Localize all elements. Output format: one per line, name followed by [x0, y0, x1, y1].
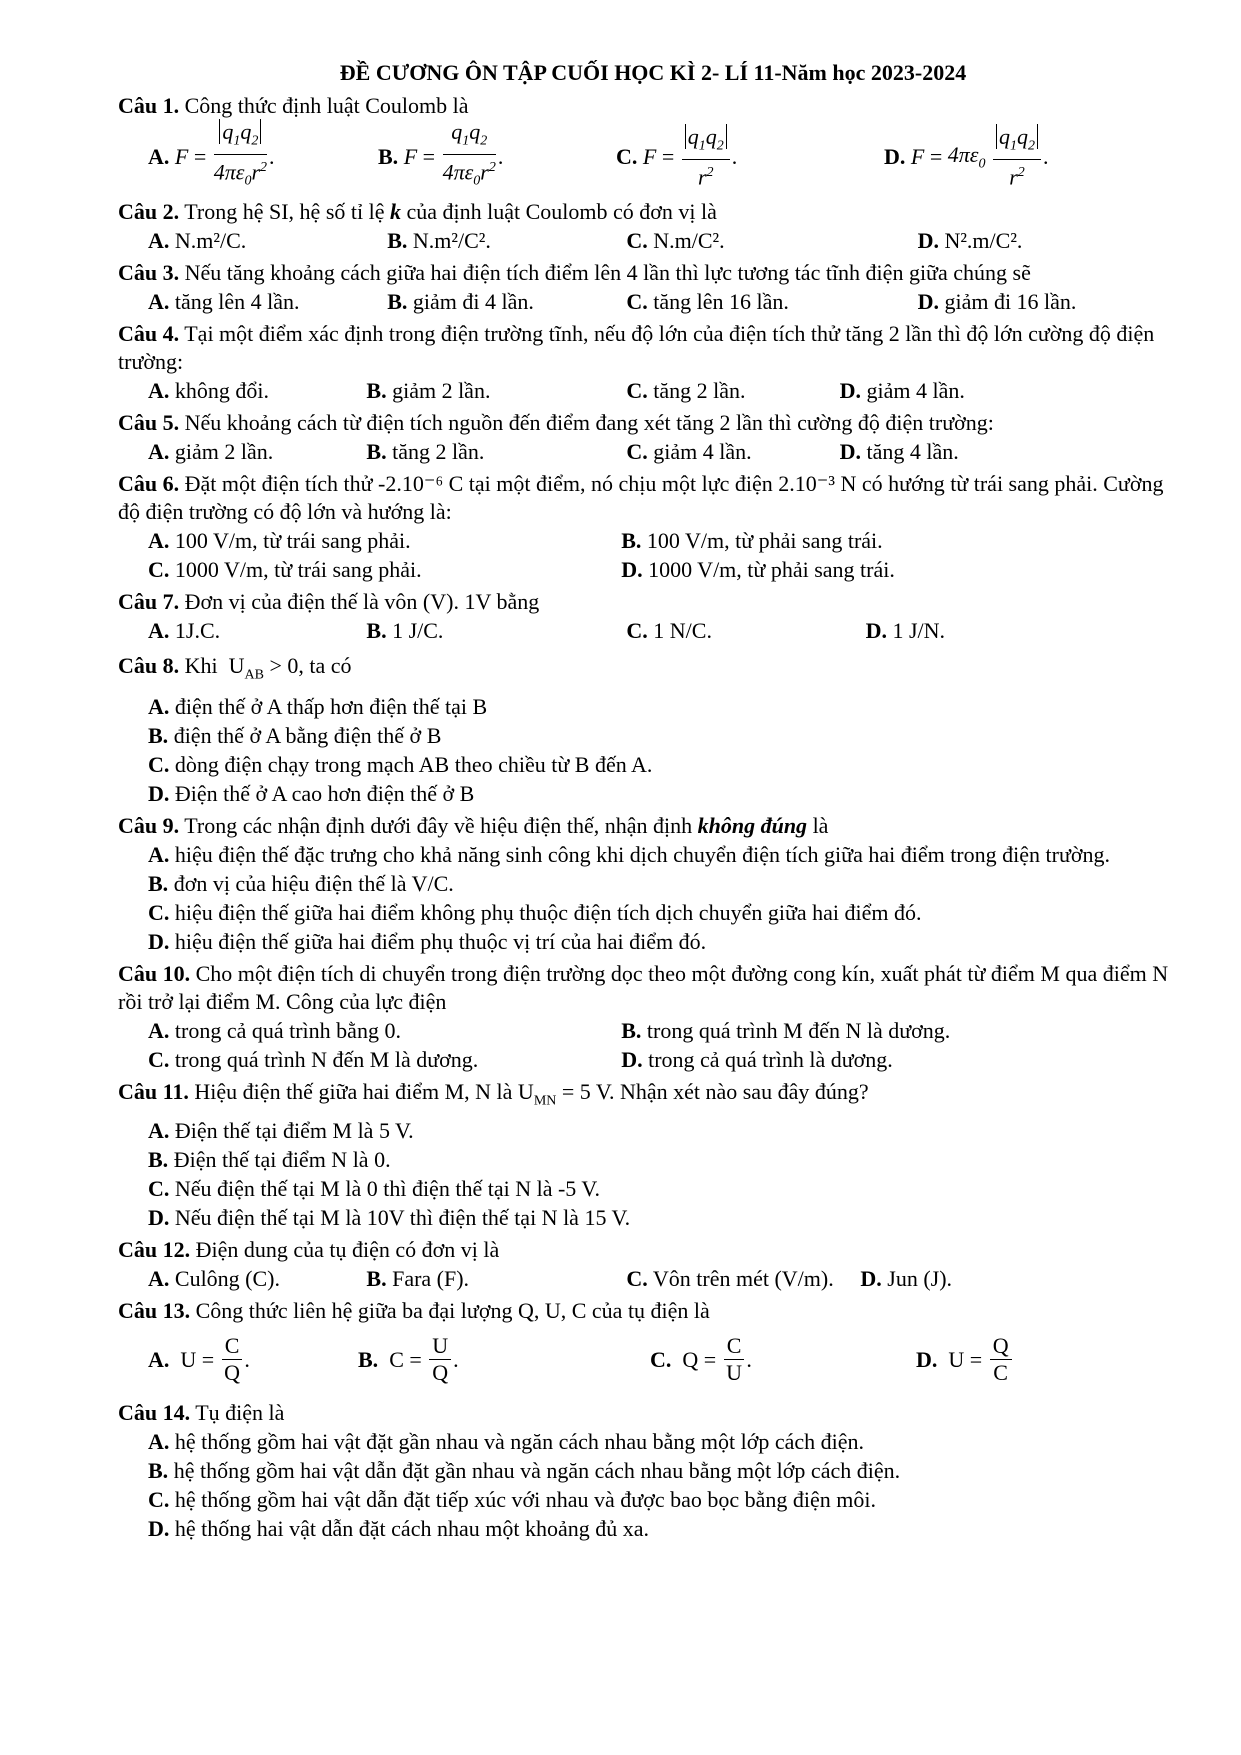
q5-d: tăng 4 lần. — [866, 439, 959, 464]
q1-c: C. — [616, 144, 638, 169]
q5-c_l: C. — [626, 439, 648, 464]
q10-c_l: C. — [148, 1047, 170, 1073]
q14-a: hệ thống gồm hai vật đặt gần nhau và ngăn cách nhau bằng một lớp cách điện. — [174, 1428, 865, 1454]
q7-label: Câu 7. — [118, 589, 180, 614]
question-5 — [118, 409, 1188, 466]
q10-text: Cho một điện tích di chuyển trong điện trường dọc theo một đường cong kín, xuất phát từ điểm M qua điểm N rồi trở lại điểm M. Công của lực điện — [118, 961, 1169, 1015]
q3-b_l: B. — [387, 289, 408, 314]
question-9 — [118, 812, 1188, 956]
q10-c: trong quá trình N đến M là dương. — [174, 1047, 479, 1073]
q13-a_l: A. — [148, 1346, 170, 1372]
question-8 — [118, 649, 1188, 808]
q1-text: Công thức định luật Coulomb là — [184, 93, 469, 118]
q11-d_l: D. — [148, 1204, 170, 1230]
q1-option-b: B. F = $\frac{q_1q_2}{4\pi\varepsilon_0r^2}$ . — [378, 118, 504, 190]
q6-b_l: B. — [621, 528, 642, 553]
q3-text: Nếu tăng khoảng cách giữa hai điện tích điểm lên 4 lần thì lực tương tác tĩnh điện giữa chúng sẽ — [184, 260, 1031, 285]
q10-d_l: D. — [621, 1047, 643, 1073]
q3-c_l: C. — [626, 289, 648, 314]
q13-text: Công thức liên hệ giữa ba đại lượng Q, U, C của tụ điện là — [195, 1297, 710, 1323]
document-title: ĐỀ CƯƠNG ÔN TẬP CUỐI HỌC KÌ 2- LÍ 11-Năm học 2023-2024 — [339, 60, 967, 85]
q11-b_l: B. — [148, 1146, 169, 1172]
q3-a_l: A. — [148, 289, 170, 314]
q6-d: 1000 V/m, từ phải sang trái. — [648, 557, 895, 582]
q5-a: giảm 2 lần. — [174, 439, 274, 464]
q8-c_l: C. — [148, 752, 170, 778]
q1-option-d: D. F = $4\pi\varepsilon_0$ $\frac{q_1q_2}{r^2}$ . — [884, 123, 1049, 190]
q4-c: tăng 2 lần. — [653, 378, 746, 403]
q6-label: Câu 6. — [118, 471, 180, 496]
q6-text: Đặt một điện tích thử -2.10⁻⁶ C tại một điểm, nó chịu một lực điện 2.10⁻³ N có hướng từ trái sang phải. Cường độ điện trường có độ lớn và hướng là: — [118, 471, 1164, 524]
q5-text: Nếu khoảng cách từ điện tích nguồn đến điểm đang xét tăng 2 lần thì cường độ điện trường: — [184, 410, 994, 435]
q1-label: Câu 1. — [118, 93, 180, 118]
q8-b: điện thế ở A bằng điện thế ở B — [173, 723, 442, 749]
q10-b_l: B. — [621, 1018, 642, 1044]
q14-c_l: C. — [148, 1486, 170, 1512]
q2-d: N².m/C². — [944, 228, 1023, 253]
q12-a_l: A. — [148, 1265, 170, 1291]
question-11 — [118, 1078, 1188, 1231]
q4-b_l: B. — [366, 378, 387, 403]
q4-d_l: D. — [839, 378, 861, 403]
q1-a: A. — [148, 144, 170, 169]
q7-text: Đơn vị của điện thế là vôn (V). 1V bằng — [184, 589, 540, 614]
q10-label: Câu 10. — [118, 961, 191, 987]
q6-c_l: C. — [148, 557, 170, 582]
q7-b_l: B. — [366, 618, 387, 643]
q9-d_l: D. — [148, 929, 170, 955]
q8-d_l: D. — [148, 781, 170, 807]
q8-c: dòng điện chạy trong mạch AB theo chiều từ B đến A. — [174, 752, 653, 778]
q5-label: Câu 5. — [118, 410, 180, 435]
q10-b: trong quá trình M đến N là dương. — [646, 1018, 951, 1044]
q8-a: điện thế ở A thấp hơn điện thế tại B — [174, 694, 488, 720]
q11-a_l: A. — [148, 1117, 170, 1143]
question-3 — [118, 259, 1188, 316]
q2-c: N.m/C². — [653, 228, 725, 253]
question-6 — [118, 470, 1188, 584]
q11-c_l: C. — [148, 1175, 170, 1201]
q9-text_post: là — [812, 813, 829, 839]
q11-d: Nếu điện thế tại M là 10V thì điện thế tại N là 15 V. — [174, 1204, 631, 1230]
q5-b: tăng 2 lần. — [392, 439, 485, 464]
q14-a_l: A. — [148, 1428, 170, 1454]
q1-d: D. — [884, 144, 906, 169]
q11-sub: MN — [533, 1093, 557, 1109]
q5-b_l: B. — [366, 439, 387, 464]
q5-c: giảm 4 lần. — [653, 439, 752, 464]
q4-c_l: C. — [626, 378, 648, 403]
q4-b: giảm 2 lần. — [392, 378, 491, 403]
q6-a_l: A. — [148, 528, 170, 553]
q9-emph: không đúng — [697, 813, 808, 839]
q7-a_l: A. — [148, 618, 170, 643]
q5-a_l: A. — [148, 439, 170, 464]
q3-b: giảm đi 4 lần. — [412, 289, 534, 314]
q2-c_l: C. — [626, 228, 648, 253]
q11-label: Câu 11. — [118, 1079, 189, 1105]
q1-option-a: A. F = $\frac{q_1q_2}{4\pi\varepsilon_0r^2}$ . — [148, 118, 275, 190]
q14-d_l: D. — [148, 1515, 170, 1541]
q5-d_l: D. — [839, 439, 861, 464]
q7-d_l: D. — [865, 618, 887, 643]
q11-text_pre: Hiệu điện thế giữa hai điểm M, N là U — [194, 1079, 534, 1105]
q10-d: trong cả quá trình là dương. — [648, 1047, 893, 1073]
question-10 — [118, 960, 1188, 1074]
q11-text_post: = 5 V. Nhận xét nào sau đây đúng? — [556, 1079, 869, 1105]
q7-d: 1 J/N. — [892, 618, 946, 643]
q8-text_pre: Khi — [184, 653, 218, 678]
question-7 — [118, 588, 1188, 645]
q2-k: k — [389, 199, 401, 224]
q8-label: Câu 8. — [118, 653, 180, 678]
q9-b_l: B. — [148, 871, 169, 897]
q2-label: Câu 2. — [118, 199, 180, 224]
q6-a: 100 V/m, từ trái sang phải. — [174, 528, 411, 553]
q11-b: Điện thế tại điểm N là 0. — [173, 1146, 391, 1172]
q1-b: B. — [378, 144, 399, 169]
q3-label: Câu 3. — [118, 260, 180, 285]
q11-c: Nếu điện thế tại M là 0 thì điện thế tại N là -5 V. — [174, 1175, 600, 1201]
q9-a: hiệu điện thế đặc trưng cho khả năng sinh công khi dịch chuyển điện tích giữa hai điểm trong điện trường. — [174, 842, 1111, 868]
q14-label: Câu 14. — [118, 1399, 191, 1425]
q4-label: Câu 4. — [118, 321, 180, 346]
q9-c: hiệu điện thế giữa hai điểm không phụ thuộc điện tích dịch chuyển giữa hai điểm đó. — [174, 900, 922, 926]
q9-d: hiệu điện thế giữa hai điểm phụ thuộc vị trí của hai điểm đó. — [174, 929, 707, 955]
q12-b_l: B. — [366, 1265, 387, 1291]
q2-text_pre: Trong hệ SI, hệ số tỉ lệ — [184, 199, 385, 224]
q12-label: Câu 12. — [118, 1236, 191, 1262]
question-4 — [118, 320, 1188, 405]
q8-d: Điện thế ở A cao hơn điện thế ở B — [174, 781, 475, 807]
q4-text: Tại một điểm xác định trong điện trường tĩnh, nếu độ lớn của điện tích thử tăng 2 lần thì độ lớn cường độ điện trường: — [118, 321, 1155, 374]
q13-label: Câu 13. — [118, 1297, 191, 1323]
q3-d_l: D. — [917, 289, 939, 314]
q4-d: giảm 4 lần. — [866, 378, 965, 403]
q8-b_l: B. — [148, 723, 169, 749]
q9-a_l: A. — [148, 842, 170, 868]
q12-d_l: D. — [860, 1265, 882, 1291]
q3-a: tăng lên 4 lần. — [174, 289, 300, 314]
q12-d: Jun (J). — [887, 1265, 953, 1291]
q2-d_l: D. — [917, 228, 939, 253]
q12-c_l: C. — [626, 1265, 648, 1291]
question-12 — [118, 1236, 1188, 1293]
question-14 — [118, 1399, 1188, 1543]
question-2 — [118, 198, 1188, 255]
q10-a_l: A. — [148, 1018, 170, 1044]
q7-b: 1 J/C. — [392, 618, 444, 643]
q2-text_post: của định luật Coulomb có đơn vị là — [406, 199, 717, 224]
q3-c: tăng lên 16 lần. — [653, 289, 789, 314]
q14-b: hệ thống gồm hai vật dẫn đặt gần nhau và ngăn cách nhau bằng một lớp cách điện. — [173, 1457, 901, 1483]
q8-u_sub: AB — [244, 667, 264, 683]
q2-a_l: A. — [148, 228, 170, 253]
q9-b: đơn vị của hiệu điện thế là V/C. — [173, 871, 454, 897]
q9-c_l: C. — [148, 900, 170, 926]
question-1 — [118, 92, 1188, 194]
q6-b: 100 V/m, từ phải sang trái. — [646, 528, 883, 553]
q7-c: 1 N/C. — [653, 618, 712, 643]
q14-d: hệ thống hai vật dẫn đặt cách nhau một khoảng đủ xa. — [174, 1515, 649, 1541]
q8-u: U — [228, 653, 245, 678]
question-13: Câu 13. Công thức liên hệ giữa ba đại lượng Q, U, C của tụ điện là A. U = $\frac{C}{Q}$ . B. C = $\frac{U}{Q}$ . C. Q = $\frac{C}{U}$ . D. U = $\frac{Q}{C}$ — [118, 1297, 1188, 1395]
q2-b: N.m²/C². — [412, 228, 491, 253]
q12-b: Fara (F). — [392, 1265, 470, 1291]
q2-b_l: B. — [387, 228, 408, 253]
q12-a: Culông (C). — [174, 1265, 281, 1291]
q8-a_l: A. — [148, 694, 170, 720]
q1-option-c: C. F = $\frac{q_1q_2}{r^2}$ . — [616, 123, 738, 190]
q6-c: 1000 V/m, từ trái sang phải. — [174, 557, 422, 582]
q7-a: 1J.C. — [174, 618, 221, 643]
document-page — [118, 58, 1188, 1543]
q11-a: Điện thế tại điểm M là 5 V. — [174, 1117, 414, 1143]
q13-b_l: B. — [358, 1346, 379, 1372]
q14-text: Tụ điện là — [195, 1399, 285, 1425]
q9-label: Câu 9. — [118, 813, 180, 839]
q13-c_l: C. — [650, 1346, 672, 1372]
q9-text_pre: Trong các nhận định dưới đây về hiệu điện thế, nhận định — [184, 813, 693, 839]
q6-d_l: D. — [621, 557, 643, 582]
q1-options — [118, 120, 1188, 194]
q7-c_l: C. — [626, 618, 648, 643]
q12-text: Điện dung của tụ điện có đơn vị là — [195, 1236, 500, 1262]
q13-d_l: D. — [916, 1346, 938, 1372]
q4-a: không đổi. — [174, 378, 270, 403]
q10-a: trong cả quá trình bằng 0. — [174, 1018, 401, 1044]
q12-c: Vôn trên mét (V/m). — [652, 1265, 834, 1291]
q2-a: N.m²/C. — [174, 228, 247, 253]
q3-d: giảm đi 16 lần. — [944, 289, 1077, 314]
q14-b_l: B. — [148, 1457, 169, 1483]
q8-text_post: > 0, ta có — [269, 653, 352, 678]
q4-a_l: A. — [148, 378, 170, 403]
q14-c: hệ thống gồm hai vật dẫn đặt tiếp xúc với nhau và được bao bọc bằng điện môi. — [174, 1486, 877, 1512]
